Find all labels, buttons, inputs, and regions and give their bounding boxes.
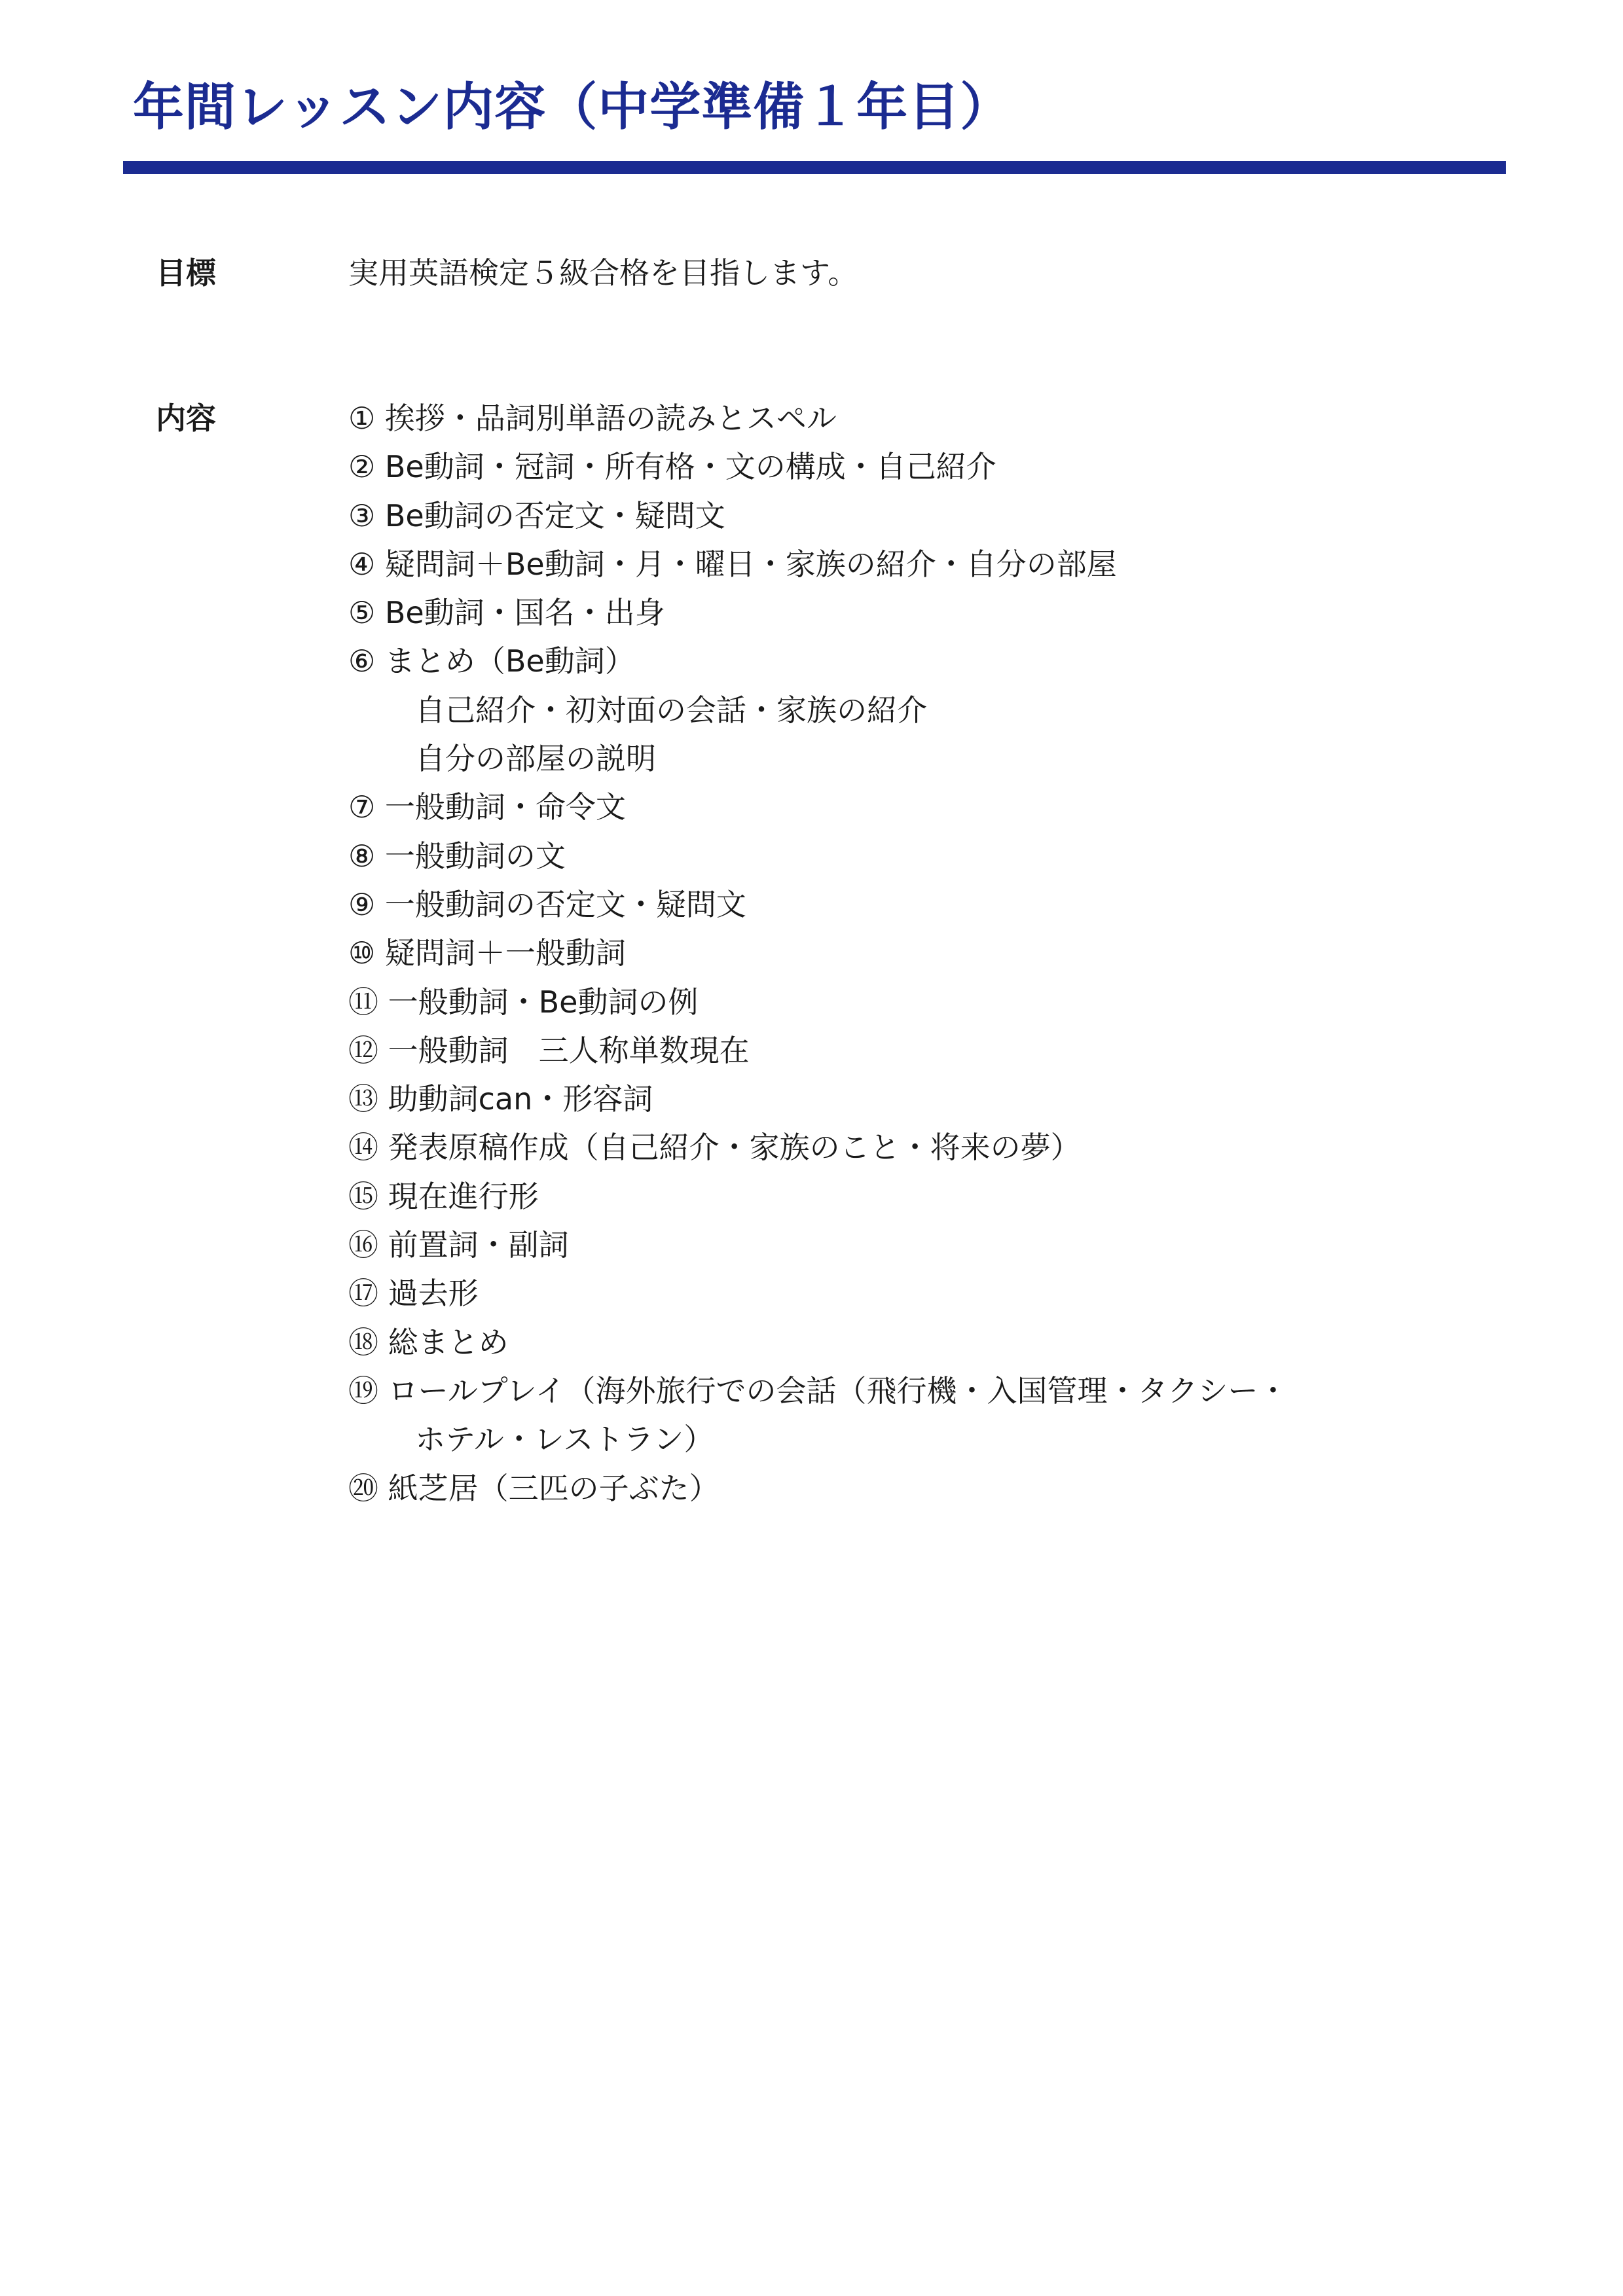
list-item: ⑰ 過去形 <box>348 1276 479 1312</box>
list-item: ② Be動詞・冠詞・所有格・文の構成・自己紹介 <box>348 449 996 485</box>
list-item: ⑯ 前置詞・副詞 <box>348 1227 569 1263</box>
list-item: ⑱ 総まとめ <box>348 1324 509 1360</box>
list-item: ① 挨拶・品詞別単語の読みとスペル <box>348 401 837 436</box>
list-item: ⑭ 発表原稿作成（自己紹介・家族のこと・将来の夢） <box>348 1130 1081 1166</box>
title-underline <box>123 161 1506 174</box>
content-label: 内容 <box>156 401 216 436</box>
list-item: ⑲ ロールプレイ（海外旅行での会話（飛行機・入国管理・タクシー・ <box>348 1372 1288 1408</box>
list-item: ⑦ 一般動詞・命令文 <box>348 789 626 825</box>
list-item: ⑳ 紙芝居（三匹の子ぶた） <box>348 1470 720 1506</box>
list-item: ⑥ まとめ（Be動詞） <box>348 643 635 679</box>
list-item: ④ 疑問詞＋Be動詞・月・曜日・家族の紹介・自分の部屋 <box>348 546 1117 582</box>
list-item: ⑤ Be動詞・国名・出身 <box>348 595 665 631</box>
list-item: ⑨ 一般動詞の否定文・疑問文 <box>348 886 746 922</box>
list-item: ⑮ 現在進行形 <box>348 1178 539 1214</box>
list-item: ⑧ 一般動詞の文 <box>348 838 566 874</box>
list-item: ⑪ 一般動詞・Be動詞の例 <box>348 984 699 1020</box>
goal-label: 目標 <box>156 255 216 291</box>
list-item: ⑫ 一般動詞 三人称単数現在 <box>348 1032 750 1068</box>
list-item-continuation: 自己紹介・初対面の会話・家族の紹介 <box>415 692 927 728</box>
list-item: ⑬ 助動詞can・形容詞 <box>348 1081 653 1117</box>
page-title: 年間レッスン内容（中学準備１年目） <box>133 78 1012 137</box>
list-item-continuation: 自分の部屋の説明 <box>415 741 656 777</box>
content-list <box>348 394 1288 1513</box>
list-item: ③ Be動詞の否定文・疑問文 <box>348 497 725 533</box>
goal-text: 実用英語検定５級合格を目指します。 <box>348 255 858 291</box>
list-item-continuation: ホテル・レストラン） <box>415 1422 714 1458</box>
list-item: ⑩ 疑問詞＋一般動詞 <box>348 935 626 971</box>
